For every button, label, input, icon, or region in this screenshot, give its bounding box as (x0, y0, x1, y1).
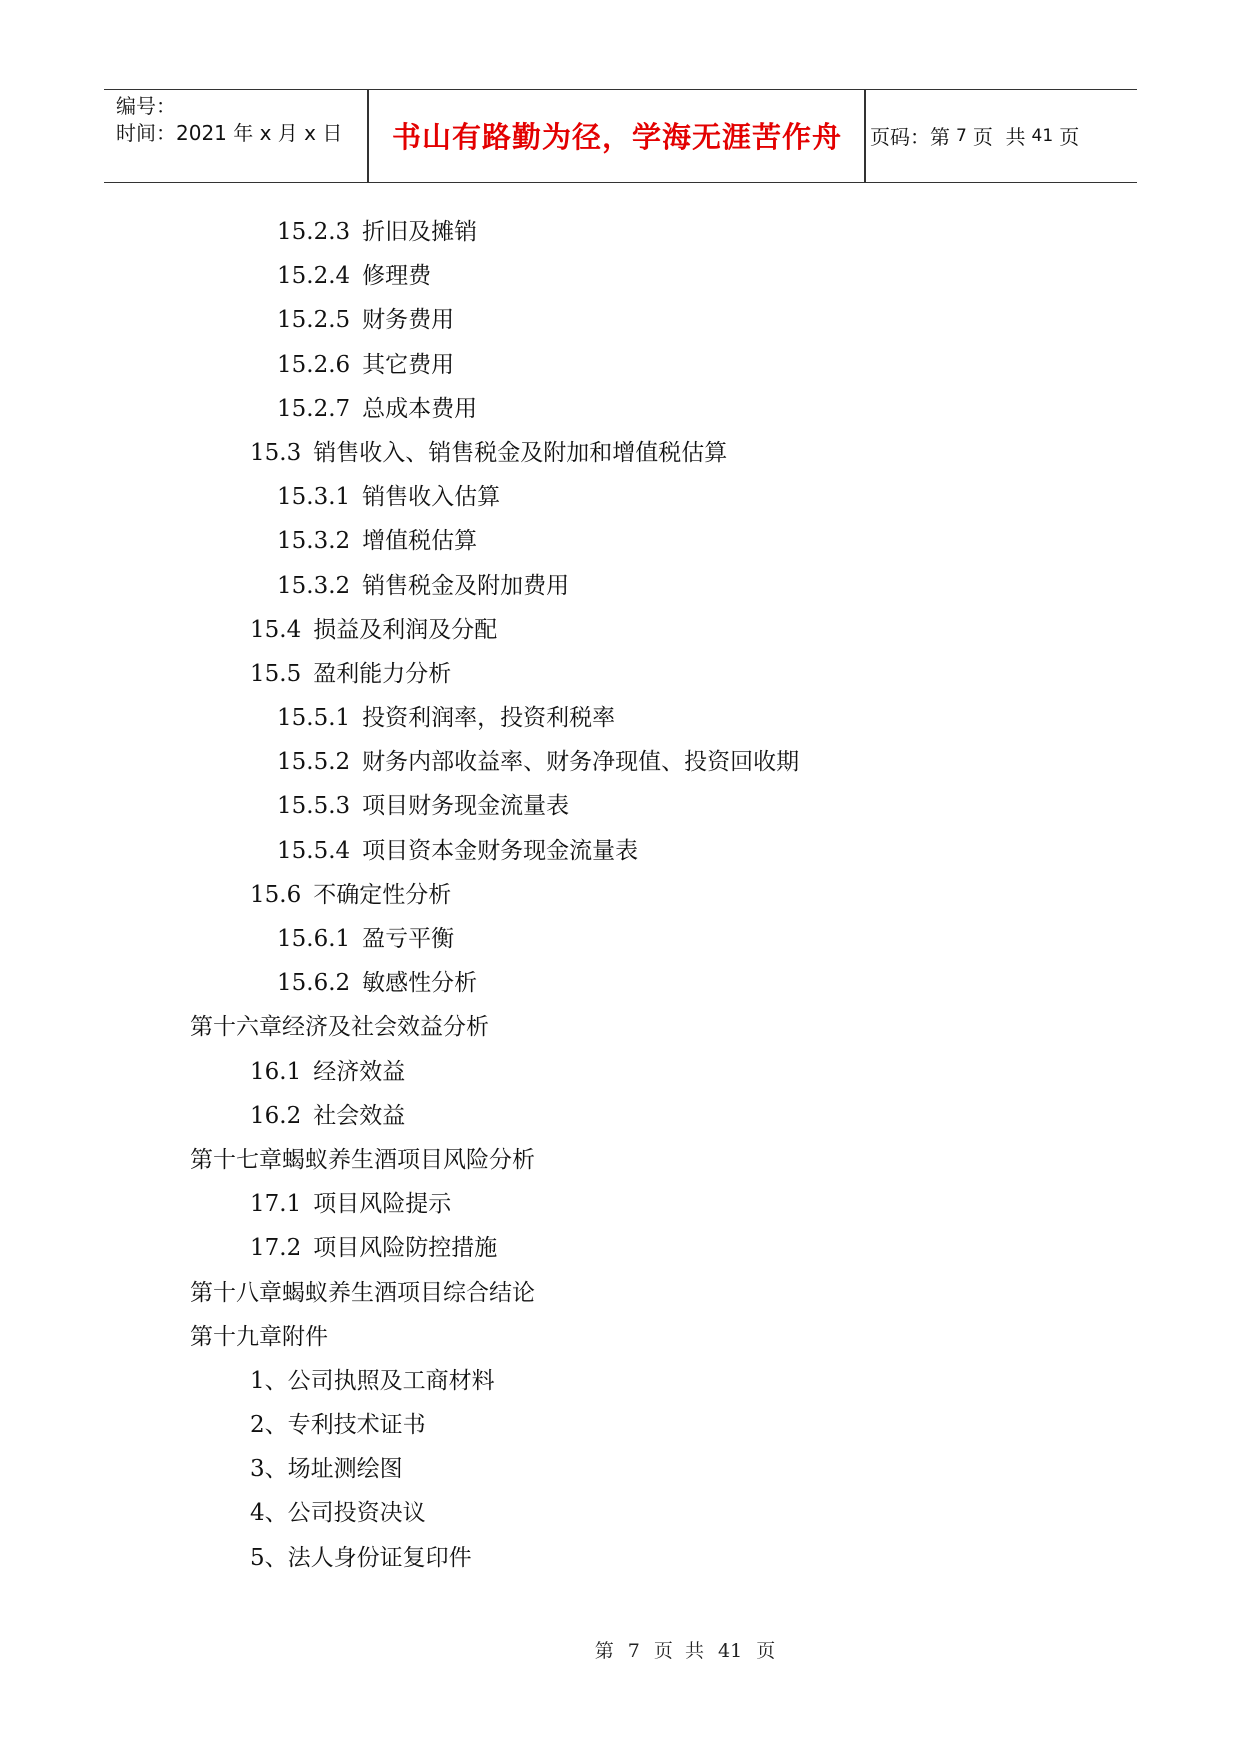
toc-entry-title: 盈利能力分析 (313, 660, 452, 687)
toc-entry-title: 第十六章经济及社会效益分析 (190, 1014, 489, 1041)
toc-entry-title: 5、法人身份证复印件 (250, 1544, 472, 1571)
toc-entry-title: 社会效益 (313, 1102, 406, 1129)
toc-entry-number: 15.6.1 (277, 926, 351, 952)
toc-entry-title: 销售税金及附加费用 (362, 572, 570, 599)
footer-mid: 页 共 (653, 1640, 704, 1662)
toc-entry (0, 1447, 1240, 1491)
toc-entry-title: 盈亏平衡 (362, 926, 455, 952)
toc-entry (0, 1359, 1240, 1403)
toc-entry (0, 431, 1240, 475)
toc-entry-number: 15.2.3 (277, 219, 351, 245)
page-total: 41 (1031, 125, 1054, 146)
toc-entry-title: 增值税估算 (362, 528, 478, 555)
footer-total: 41 (718, 1640, 743, 1662)
header-motto: 书山有路勤为径，学海无涯苦作舟 (391, 120, 842, 154)
header-meta (116, 93, 342, 147)
toc-entry-title: 4、公司投资决议 (250, 1500, 426, 1527)
toc-entry (0, 475, 1240, 519)
toc-entry (0, 254, 1240, 298)
time-label: 时间：2021 年 x 月 x 日 (116, 121, 343, 145)
page-current: 7 (956, 125, 967, 146)
toc-entry-number: 15.5 (250, 660, 302, 687)
page-mid: 页 共 (972, 125, 1026, 149)
toc-entry (0, 917, 1240, 961)
toc-entry (0, 1491, 1240, 1535)
toc-entry (0, 873, 1240, 917)
toc-entry (0, 740, 1240, 784)
toc-entry (0, 1271, 1240, 1315)
toc-entry-title: 总成本费用 (362, 395, 478, 422)
toc-entry (0, 1005, 1240, 1049)
page-prefix: 页码：第 (870, 125, 950, 149)
toc-entry (0, 1050, 1240, 1094)
header-page-info (870, 90, 1079, 181)
toc-entry (0, 564, 1240, 608)
toc-entry-number: 16.1 (250, 1058, 302, 1085)
toc-entry (0, 1315, 1240, 1359)
toc-entry-number: 15.2.5 (277, 307, 351, 334)
serial-label: 编号： (116, 94, 176, 118)
toc-entry (0, 608, 1240, 652)
toc-entry (0, 696, 1240, 740)
page-header (104, 89, 1137, 183)
toc-entry-number: 15.2.6 (277, 351, 351, 378)
toc-entry (0, 298, 1240, 342)
toc-entry-title: 其它费用 (362, 351, 455, 378)
toc-entry (0, 1094, 1240, 1138)
toc-entry-title: 销售收入、销售税金及附加和增值税估算 (313, 439, 728, 466)
header-divider (367, 90, 369, 182)
toc-entry-number: 15.2.4 (277, 263, 351, 290)
toc-entry (0, 519, 1240, 563)
page-suffix: 页 (1059, 125, 1080, 149)
header-divider (864, 90, 866, 182)
toc-entry-title: 3、场址测绘图 (250, 1456, 403, 1483)
toc-entry-title: 不确定性分析 (313, 881, 452, 908)
toc-entry-title: 修理费 (362, 263, 432, 290)
toc-entry-title: 项目风险防控措施 (313, 1235, 498, 1262)
toc-entry-title: 财务内部收益率、财务净现值、投资回收期 (362, 749, 800, 776)
toc-entry-title: 损益及利润及分配 (313, 616, 498, 643)
footer-prefix: 第 (594, 1640, 614, 1662)
toc-entry-number: 15.5.2 (277, 749, 351, 776)
toc-entry-number: 15.5.3 (277, 793, 351, 820)
footer-suffix: 页 (756, 1640, 776, 1662)
toc-entry-number: 15.3.1 (277, 484, 351, 511)
toc-entry-number: 15.5.4 (277, 837, 351, 864)
toc-entry-title: 项目资本金财务现金流量表 (362, 837, 639, 864)
toc-entry (0, 1536, 1240, 1580)
page-footer (0, 1636, 1240, 1663)
toc-entry (0, 1226, 1240, 1270)
toc-entry-number: 15.2.7 (277, 395, 351, 422)
toc-entry-number: 17.2 (250, 1235, 302, 1262)
toc-entry-title: 2、专利技术证书 (250, 1412, 426, 1439)
toc-entry-number: 17.1 (250, 1191, 302, 1218)
toc-entry-number: 15.6 (250, 881, 302, 908)
toc-entry-title: 敏感性分析 (362, 970, 478, 997)
toc-entry-title: 经济效益 (313, 1058, 406, 1085)
toc-entry-title: 第十八章蝎蚁养生酒项目综合结论 (190, 1279, 535, 1306)
toc-entry (0, 784, 1240, 828)
footer-current: 7 (627, 1640, 640, 1662)
toc-entry-title: 第十九章附件 (190, 1323, 328, 1350)
toc-entry-number: 15.3.2 (277, 572, 351, 599)
toc-entry-number: 15.5.1 (277, 705, 351, 732)
toc-entry-title: 项目财务现金流量表 (362, 793, 570, 820)
toc-entry-title: 第十七章蝎蚁养生酒项目风险分析 (190, 1146, 535, 1173)
toc-entry (0, 652, 1240, 696)
toc-entry (0, 387, 1240, 431)
toc-entry (0, 210, 1240, 254)
toc-entry-number: 15.4 (250, 616, 302, 643)
toc-entry-number: 15.3 (250, 439, 302, 466)
toc-entry-title: 折旧及摊销 (362, 219, 478, 245)
toc-entry-number: 16.2 (250, 1102, 302, 1129)
toc-entry-title: 项目风险提示 (313, 1191, 452, 1218)
table-of-contents (0, 210, 1240, 1580)
toc-entry (0, 343, 1240, 387)
toc-entry (0, 1138, 1240, 1182)
toc-entry-title: 1、公司执照及工商材料 (250, 1367, 495, 1394)
toc-entry (0, 1182, 1240, 1226)
toc-entry-title: 投资利润率，投资利税率 (362, 705, 616, 732)
toc-entry-number: 15.6.2 (277, 970, 351, 997)
toc-entry (0, 1403, 1240, 1447)
toc-entry (0, 961, 1240, 1005)
toc-entry-number: 15.3.2 (277, 528, 351, 555)
toc-entry-title: 销售收入估算 (362, 484, 501, 511)
toc-entry-title: 财务费用 (362, 307, 455, 334)
toc-entry (0, 829, 1240, 873)
